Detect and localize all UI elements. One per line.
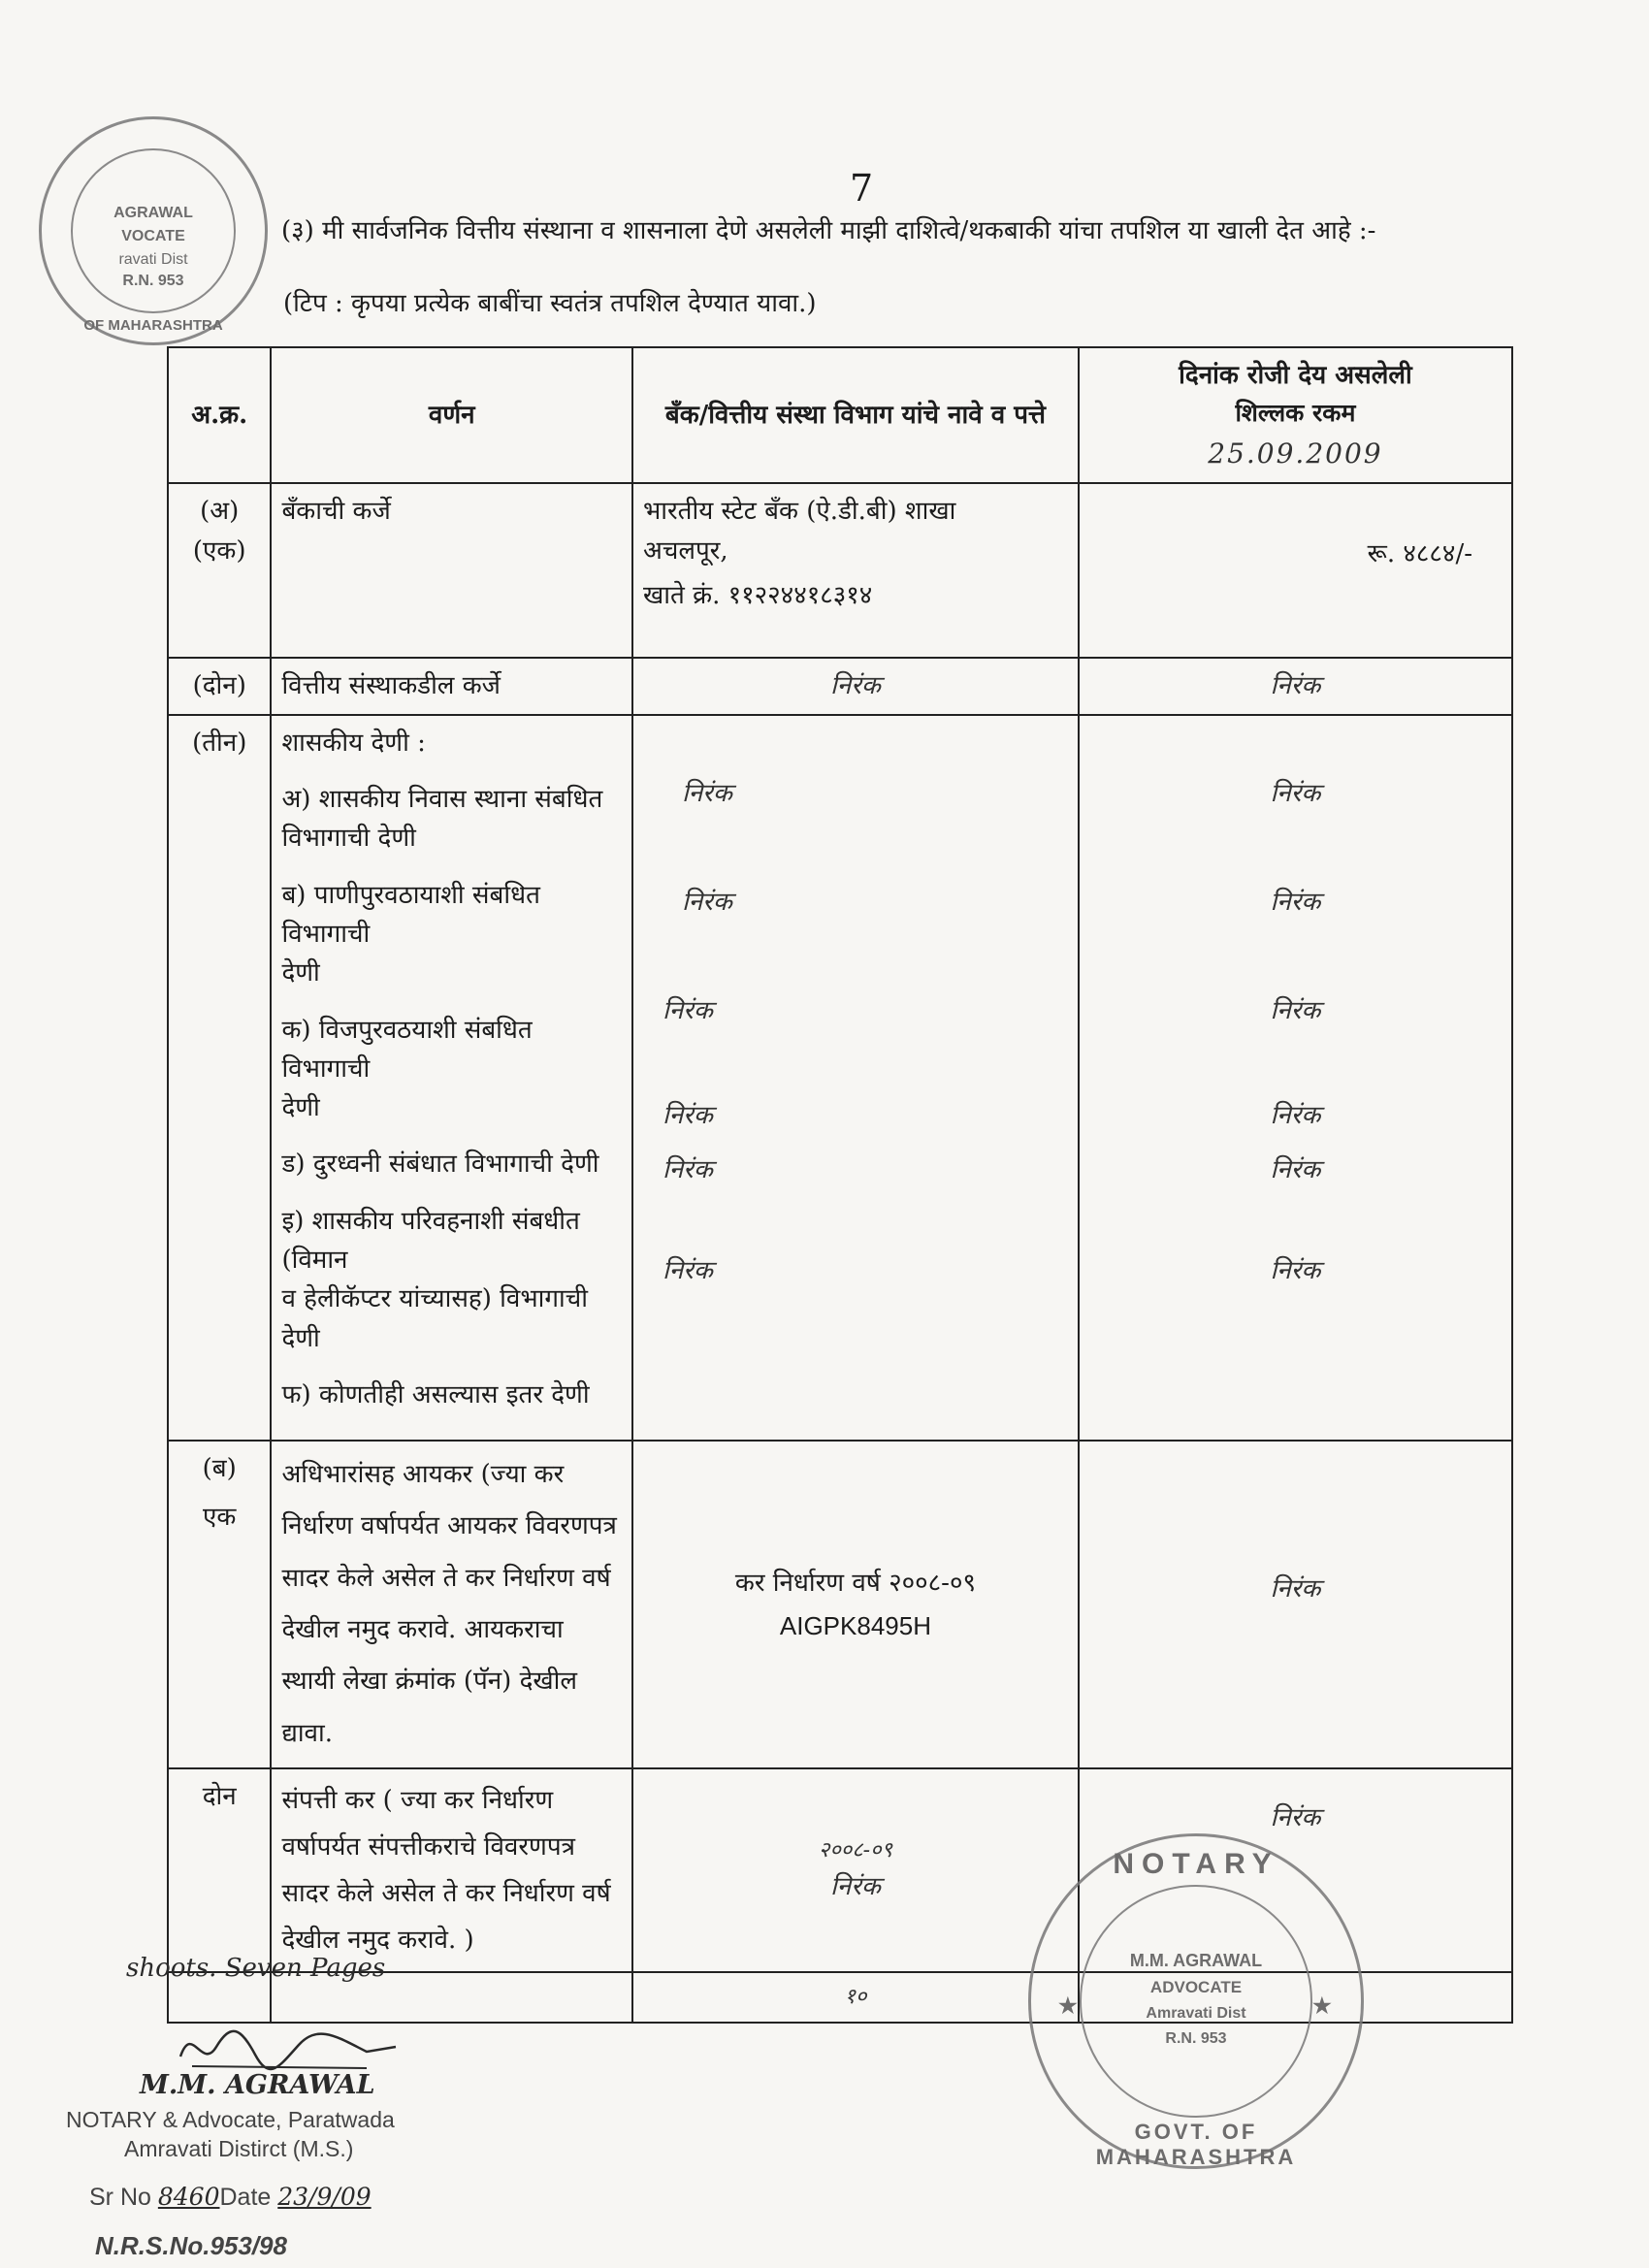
row-two-amount: निरंक: [1079, 658, 1512, 714]
list-item: इ) शासकीय परिवहनाशी संबधीत (विमान व हेलीकॅप्टर यांच्यासह) विभागाची देणी: [281, 1206, 588, 1353]
row-two-bank: निरंक: [632, 658, 1079, 714]
signature-scribble: [173, 2018, 405, 2076]
row-b-amount: निरंक: [1079, 1441, 1512, 1768]
row-wealth-desc: संपत्ती कर ( ज्या कर निर्धारण वर्षापर्यत संपत्तीकराचे विवरणपत्र सादर केले असेल ते कर निर्धारण वर्ष देखील नमुद करावे. ): [271, 1768, 632, 1972]
header-amount-label2: शिल्लक रकम: [1235, 399, 1356, 428]
notary-stamp-line1: M.M. AGRAWAL: [1129, 1951, 1263, 1970]
liabilities-table: [167, 346, 1513, 2024]
notary-line2: Amravati Distirct (M.S.): [124, 2136, 354, 2161]
row-b-sr1: (ब): [202, 1454, 237, 1484]
header-amount: [1079, 347, 1512, 483]
row-b-bank1: कर निर्धारण वर्ष २००८-०९: [734, 1568, 976, 1598]
list-item: अ) शासकीय निवास स्थाना संबधित विभागाची देणी: [281, 785, 603, 854]
row-b-bank2: AIGPK8495H: [779, 1611, 931, 1641]
row-three-amount-3: निरंक: [1270, 1100, 1321, 1130]
notary-stamp: [1028, 1833, 1364, 2169]
date-label: Date: [219, 2184, 272, 2211]
row-three-amount-0: निरंक: [1270, 778, 1321, 808]
star-icon: ★: [1058, 1993, 1078, 2018]
notary-signature-block: [66, 1950, 473, 2260]
notary-name: M.M. AGRAWAL: [140, 2070, 375, 2100]
header-desc: वर्णन: [271, 347, 632, 483]
row-a-amount: रू. ४८८४/-: [1367, 539, 1472, 569]
advocate-stamp-top: [39, 116, 268, 345]
date-value: 23/9/09: [277, 2183, 372, 2211]
row-three-bank-1: निरंक: [682, 887, 732, 917]
row-three-amount-2: निरंक: [1270, 995, 1321, 1025]
row-three-bank-5: निरंक: [663, 1255, 713, 1285]
list-item: ड) दुरध्वनी संबंधात विभागाची देणी: [281, 1150, 599, 1180]
row-three-bank-0: निरंक: [682, 778, 732, 808]
row-wealth-bank2: निरंक: [830, 1872, 881, 1902]
stamp-top-line4: R.N. 953: [122, 273, 184, 289]
row-three-amount-5: निरंक: [1270, 1255, 1321, 1285]
row-three-bank-2: निरंक: [663, 995, 713, 1025]
table-row: [168, 1441, 1512, 1768]
list-item: फ) कोणतीही असल्यास इतर देणी: [281, 1379, 590, 1409]
row-wealth-bank1: २००८-०९: [818, 1837, 892, 1863]
header-sr: अ.क्र.: [168, 347, 271, 483]
row-three-bank-4: निरंक: [663, 1154, 713, 1184]
sheets-note: shoots. Seven Pages: [126, 1954, 386, 1983]
stamp-top-ring: OF MAHARASHTRA: [83, 317, 223, 334]
stamp-top-line2: VOCATE: [121, 228, 185, 244]
notary-stamp-line4: R.N. 953: [1165, 2030, 1227, 2047]
row-wealth-sr: दोन: [168, 1768, 271, 1972]
row-b-sr2: एक: [203, 1503, 237, 1533]
row-b-desc: अधिभारांसह आयकर (ज्या कर निर्धारण वर्षापर्यत आयकर विवरणपत्र सादर केले असेल ते कर निर्धारण वर्ष देखील नमुद करावे. आयकराचा स्थायी लेखा क्रंमांक (पॅन) देखील द्यावा.: [271, 1441, 632, 1768]
row-a-bank3: खाते क्रं. ११२२४४१८३१४: [643, 581, 873, 611]
stamp-top-line3: ravati Dist: [118, 251, 188, 268]
sr-label: Sr No: [89, 2184, 151, 2211]
table-row: [168, 658, 1512, 714]
row-a-sr1: (अ): [200, 497, 240, 527]
notary-stamp-bottom: GOVT. OF MAHARASHTRA: [1095, 2120, 1297, 2169]
header-amount-label: दिनांक रोजी देय असलेली: [1179, 361, 1412, 390]
stamp-top-line1: AGRAWAL: [113, 205, 193, 221]
section-heading: (३) मी सार्वजनिक वित्तीय संस्थाना व शासनाला देणे असलेली माझी दाशित्वे/थकबाकी यांचा तपशिल या खाली देत आहे :-: [281, 216, 1376, 245]
row-last-bank: १०: [632, 1972, 1079, 2023]
list-item: क) विजपुरवठयाशी संबधित विभागाची देणी: [281, 1015, 533, 1123]
row-a-bank1: भारतीय स्टेट बँक (ऐ.डी.बी) शाखा: [643, 497, 956, 527]
row-three-amount-4: निरंक: [1270, 1154, 1321, 1184]
star-icon: ★: [1312, 1993, 1332, 2018]
row-two-sr: (दोन): [168, 658, 271, 714]
nrs-number: N.R.S.No.953/98: [95, 2231, 287, 2260]
notary-stamp-line2: ADVOCATE: [1149, 1978, 1243, 1996]
row-three-amount-1: निरंक: [1270, 887, 1321, 917]
list-item: ब) पाणीपुरवठायाशी संबधित विभागाची देणी: [281, 880, 540, 988]
page-number: 7: [850, 167, 874, 210]
notary-line1: NOTARY & Advocate, Paratwada: [66, 2107, 395, 2132]
table-header-row: [168, 347, 1512, 483]
row-three-sr: (तीन): [168, 715, 271, 1441]
notary-stamp-top: NOTARY: [1113, 1848, 1279, 1880]
header-bank: बँक/वित्तीय संस्था विभाग यांचे नावे व पत्ते: [632, 347, 1079, 483]
row-three-title: शासकीय देणी :: [281, 728, 426, 758]
row-a-desc: बँकाची कर्जे: [271, 483, 632, 658]
section-note: (टिप : कृपया प्रत्येक बाबींचा स्वतंत्र तपशिल देण्यात यावा.): [283, 289, 817, 318]
row-a-bank2: अचलपूर,: [643, 535, 728, 566]
notary-register: [89, 2183, 372, 2212]
row-two-desc: वित्तीय संस्थाकडील कर्जे: [271, 658, 632, 714]
row-a-sr2: (एक): [192, 535, 246, 566]
header-amount-date: 25.09.2009: [1208, 437, 1383, 470]
table-row: [168, 715, 1512, 1441]
row-three-bank-3: निरंक: [663, 1100, 713, 1130]
row-wealth-amount: निरंक: [1079, 1768, 1512, 1972]
sr-value: 8460: [157, 2183, 220, 2211]
notary-stamp-line3: Amravati Dist: [1146, 2005, 1246, 2022]
table-row: [168, 483, 1512, 658]
